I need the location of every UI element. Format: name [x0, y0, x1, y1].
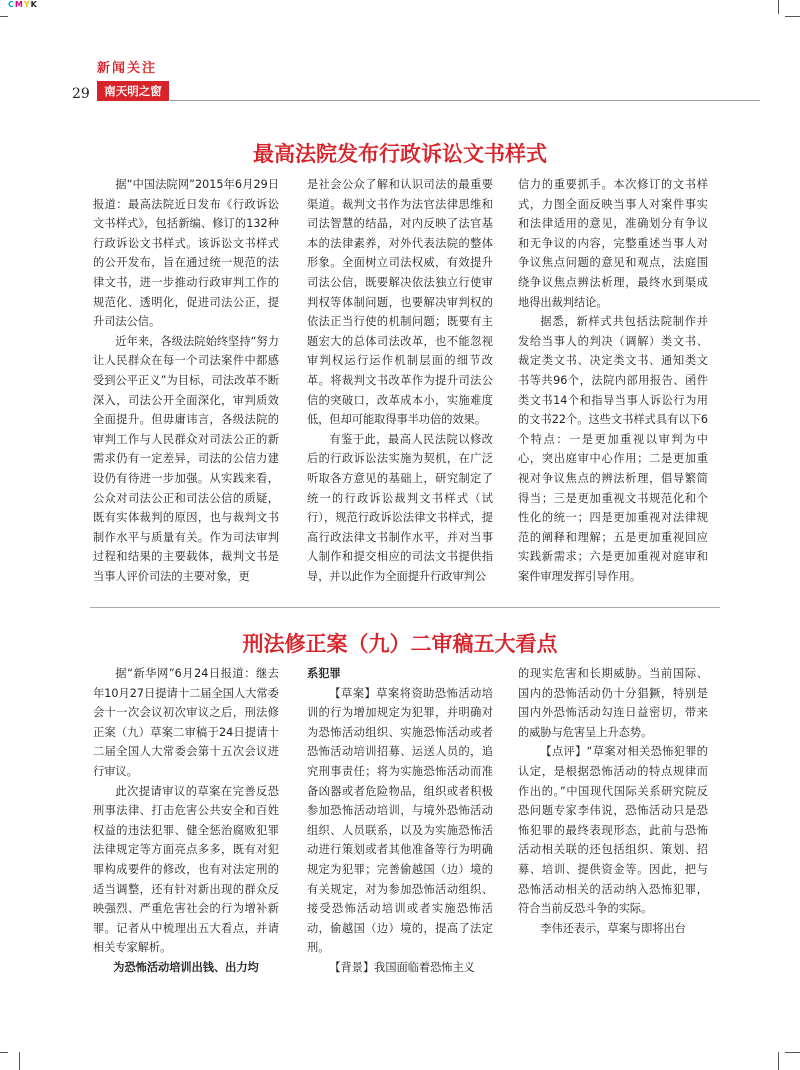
article2-col3-paragraph: 【点评】“草案对相关恐怖犯罪的认定，是根据恐怖活动的特点规律而作出的。”中国现代国际关系研究院反恐问题专家李伟说，恐怖活动只是恐怖犯罪的最终表现形态，此前与恐怖活动相关联的还包括组织、策划、招募、培训、提供资金等。因此，把与恐怖活动相关的活动纳入恐怖犯罪，符合当前反恐斗争的实际。: [518, 745, 708, 916]
article1-col3-paragraph: 据悉，新样式共包括法院制作并发给当事人的判决（调解）类文书、裁定类文书、决定类文书、通知类文书等共96个，法院内部用报告、函件类文书14个和指导当事人诉讼行为用的文书22个。这些文书样式具有以下6个特点：一是更加重视以审判为中心，突出庭审中心作用；二是更加重视对争议焦点的辨法析理，倡导繁简得当；三是更加重视文书规范化和个性化的统一；四是更加重视对法律规范的阐释和理解；五是更加重视回应实践新需求；六是更加重视对庭审和案件审理发挥引导作用。: [518, 315, 708, 583]
crop-mark-bottom-left-v: [19, 1052, 20, 1070]
article2-col2-paragraph: 【草案】草案将资助恐怖活动培训的行为增加规定为犯罪，并明确对为恐怖活动组织、实施恐怖活动或者恐怖活动培训招募、运送人员的，追究刑事责任；将为实施恐怖活动而准备凶器或者危险物品，组织或者积极参加恐怖活动培训，与境外恐怖活动组织、人员联系，以及为实施恐怖活动进行策划或者其他准备等行为明确规定为犯罪；完善偷越国（边）境的有关规定，对为参加恐怖活动组织、接受恐怖活动培训或者实施恐怖活动，偷越国（边）境的，提高了法定刑。: [307, 686, 493, 955]
article2-col1-paragraph: 此次提请审议的草案在完善反恐刑事法律、打击危害公共安全和百姓权益的违法犯罪、健全惩治腐败犯罪法律规定等方面亮点多多，既有对犯罪构成要件的修改，也有对法定刑的适当调整，还有针对新出现的群众反映强烈、严重危害社会的行为增补新罪。记者从中梳理出五大看点，并请相关专家解析。: [93, 784, 279, 955]
crop-mark-top-left: [0, 16, 8, 17]
article2-column-3: [518, 664, 708, 938]
article-divider: [90, 607, 720, 608]
article1-col1-paragraph: 据“中国法院网”2015年6月29日报道：最高法院近日发布《行政诉讼文书样式》，包括新编、修订的132种行政诉讼文书样式。该诉讼文书样式的公开发布，旨在通过统一规范的法律文书，进一步推动行政审判工作的规范化、透明化，促进司法公正，提升司法公信。: [93, 178, 279, 329]
cmyk-registration-mark: [8, 0, 38, 9]
cmyk-y: Y: [23, 0, 31, 9]
article1-column-2: [307, 175, 493, 586]
article1-column-3: [518, 175, 708, 586]
article2-title: 刑法修正案（九）二审稿五大看点: [242, 632, 558, 656]
cmyk-m: M: [14, 0, 24, 9]
cmyk-k: K: [30, 0, 38, 9]
crop-mark-bottom-left-h: [0, 1052, 8, 1053]
article2-subheading-part1: 为恐怖活动培训出钱、出力均: [113, 960, 259, 974]
cmyk-c: C: [8, 0, 15, 9]
crop-mark-top-right-h: [785, 16, 800, 17]
article1-column-1: [93, 175, 279, 586]
article1-col2-paragraph: 有鉴于此，最高人民法院以修改后的行政诉讼法实施为契机，在广泛听取各方意见的基础上，研究制定了统一的行政诉讼裁判文书样式（试行），规范行政诉讼法律文书样式，提高行政法律文书制作水平，并对当事人制作和提交相应的司法文书提供指导，并以此作为全面提升行政审判公: [307, 432, 493, 583]
column-tag: 南天明之窗: [97, 81, 169, 101]
crop-mark-bottom-right-h: [785, 1052, 800, 1053]
section-label: 新闻关注: [97, 61, 158, 76]
article2-col3-paragraph: 李伟还表示，草案与即将出台: [540, 921, 686, 935]
article1-col2-paragraph: 是社会公众了解和认识司法的最重要渠道。裁判文书作为法官法律思维和司法智慧的结晶，对内反映了法官基本的法律素养，对外代表法院的整体形象。全面树立司法权威，有效提升司法公信，既要解决依法独立行使审判权等体制问题，也要解决审判权的依法正当行使的机制问题；既要有主题宏大的总体司法改革，也不能忽视审判权运行运作机制层面的细节改革。将裁判文书改革作为提升司法公信的突破口，改革成本小，实施难度低，但却可能取得事半功倍的效果。: [307, 178, 493, 427]
article1-col1-paragraph: 近年来，各级法院始终坚持“努力让人民群众在每一个司法案件中都感受到公平正义”为目标，司法改革不断深入，司法公开全面深化，审判质效全面提升。但毋庸讳言，各级法院的审判工作与人民群众对司法公正的新需求仍有一定差异，司法的公信力建设仍有待进一步加强。从实践来看，公众对司法公正和司法公信的质疑，既有实体裁判的原因，也与裁判文书制作水平与质量有关。作为司法审判过程和结果的主要载体，裁判文书是当事人评价司法的主要对象，更: [93, 334, 279, 583]
article2-column-1: [93, 664, 279, 978]
article2-col3-paragraph: 的现实危害和长期威胁。当前国际、国内的恐怖活动仍十分猖獗，特别是国内外恐怖活动勾连日益密切，带来的威胁与危害呈上升态势。: [518, 667, 708, 739]
crop-mark-top-right-v: [778, 0, 779, 14]
article2-subheading-part2: 系犯罪: [307, 667, 341, 680]
crop-mark-bottom-right-v: [778, 1052, 779, 1070]
article1-title: 最高法院发布行政诉讼文书样式: [253, 142, 547, 166]
article1-col3-paragraph: 信力的重要抓手。本次修订的文书样式，力图全面反映当事人对案件事实和法律适用的意见，准确划分有争议和无争议的内容，完整重述当事人对争议焦点问题的意见和观点，法庭围绕争议焦点辨法析理，最终水到渠成地得出裁判结论。: [518, 178, 708, 309]
page-number: 29: [72, 86, 90, 102]
header-rule: [170, 100, 760, 101]
article2-col2-paragraph: 【背景】我国面临着恐怖主义: [329, 960, 475, 974]
article2-column-2: [307, 664, 493, 978]
article2-col1-paragraph: 据“新华网”6月24日报道：继去年10月27日提请十二届全国人大常委会十一次会议初次审议之后，刑法修正案（九）草案二审稿于24日提请十二届全国人大常委会第十五次会议进行审议。: [93, 667, 279, 778]
